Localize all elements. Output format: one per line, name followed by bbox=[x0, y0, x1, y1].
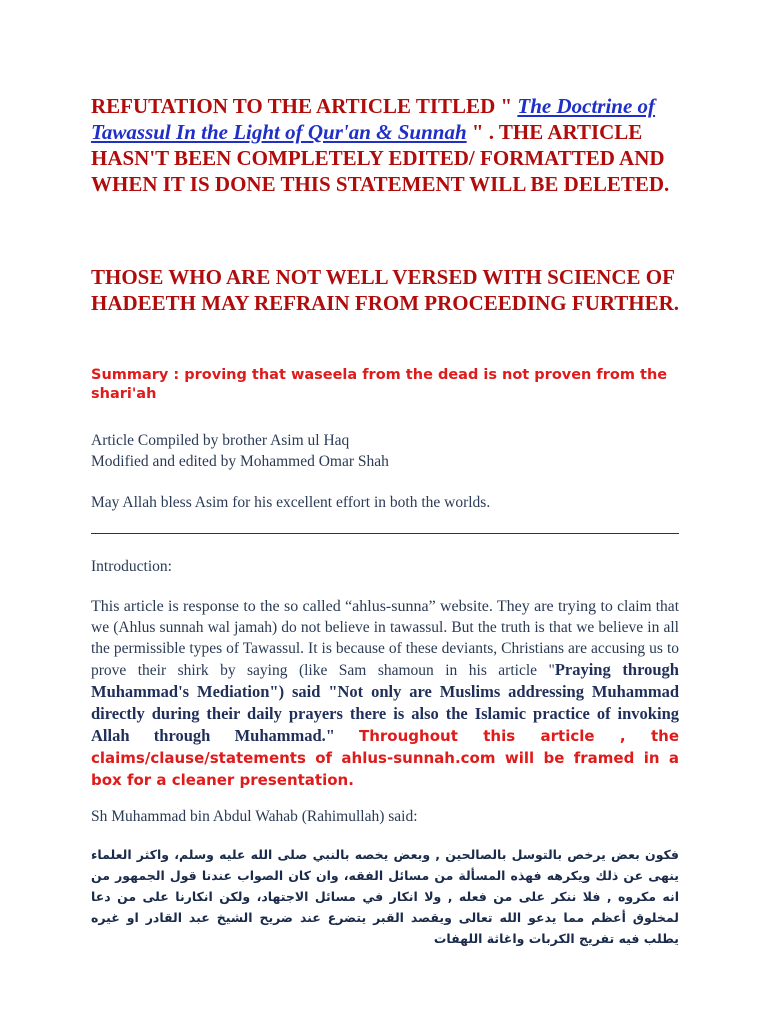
title-prefix: REFUTATION TO THE ARTICLE TITLED " bbox=[91, 94, 518, 118]
compiled-by: Article Compiled by brother Asim ul Haq bbox=[91, 432, 350, 449]
attribution: Sh Muhammad bin Abdul Wahab (Rahimullah) said: bbox=[91, 808, 418, 825]
intro-lead: This article is response to the so called “ahlus-sunna” website. They are trying to bbox=[91, 598, 613, 615]
edited-by: Modified and edited by Mohammed Omar Shah bbox=[91, 453, 389, 470]
intro-paragraph bbox=[91, 596, 679, 791]
intro-body: claim that we (Ahlus sunnah wal jamah) do not believe in tawassul. But the truth is that we believe in all the permissible types of Tawassul. It is because of these deviants, Christians are accusing us to prove their shirk by saying (like Sam shamoun in his article " bbox=[91, 598, 679, 679]
intro-quote: Praying through Muhammad's Mediation") said "Not only are Muslims addressing Muhammad directly during their daily prayers there is also the Islamic practice of invoking Allah through Muhammad." bbox=[91, 660, 679, 745]
summary-text: Summary : proving that waseela from the dead is not proven from the shari'ah bbox=[91, 367, 668, 402]
credits bbox=[91, 430, 691, 472]
blessing-text: May Allah bless Asim for his excellent effort in both the worlds. bbox=[91, 494, 491, 511]
arabic-quote: فكون بعض يرخص بالتوسل بالصالحين , وبعض يخصه بالنبي صلى الله عليه وسلم، واكثر العلماء ينهى عن ذلك ويكرهه فهذه المسألة من مسائل الفقه، وان كان الصواب عندنا قول الجمهور من انه مكروه , فلا ننكر على من فعله , ولا انكار في مسائل الاجتهاد، ولكن انكارنا على من دعا لمخلوق أعظم مما يدعو الله تعالى ويقصد القبر يتضرع عند ضريح الشيخ عبد القادر او غيره يطلب فيه تفريج الكربات واغاثة اللهفات bbox=[91, 847, 679, 946]
divider bbox=[91, 533, 679, 534]
intro-heading: Introduction: bbox=[91, 558, 172, 575]
box-note: Throughout this article , the claims/clause/statements of ahlus-sunnah.com will be framed in a box for a cleaner presentation. bbox=[91, 727, 679, 789]
title-suffix: " . THE ARTICLE HASN'T BEEN COMPLETELY EDITED/ FORMATTED AND WHEN IT IS DONE THIS STATEMENT WILL BE DELETED. bbox=[91, 120, 670, 196]
warning-notice: THOSE WHO ARE NOT WELL VERSED WITH SCIENCE OF HADEETH MAY REFRAIN FROM PROCEEDING FURTHER. bbox=[91, 265, 680, 315]
title-link[interactable]: The Doctrine of Tawassul In the Light of Qur'an & Sunnah bbox=[91, 94, 656, 144]
article-title bbox=[91, 93, 711, 197]
